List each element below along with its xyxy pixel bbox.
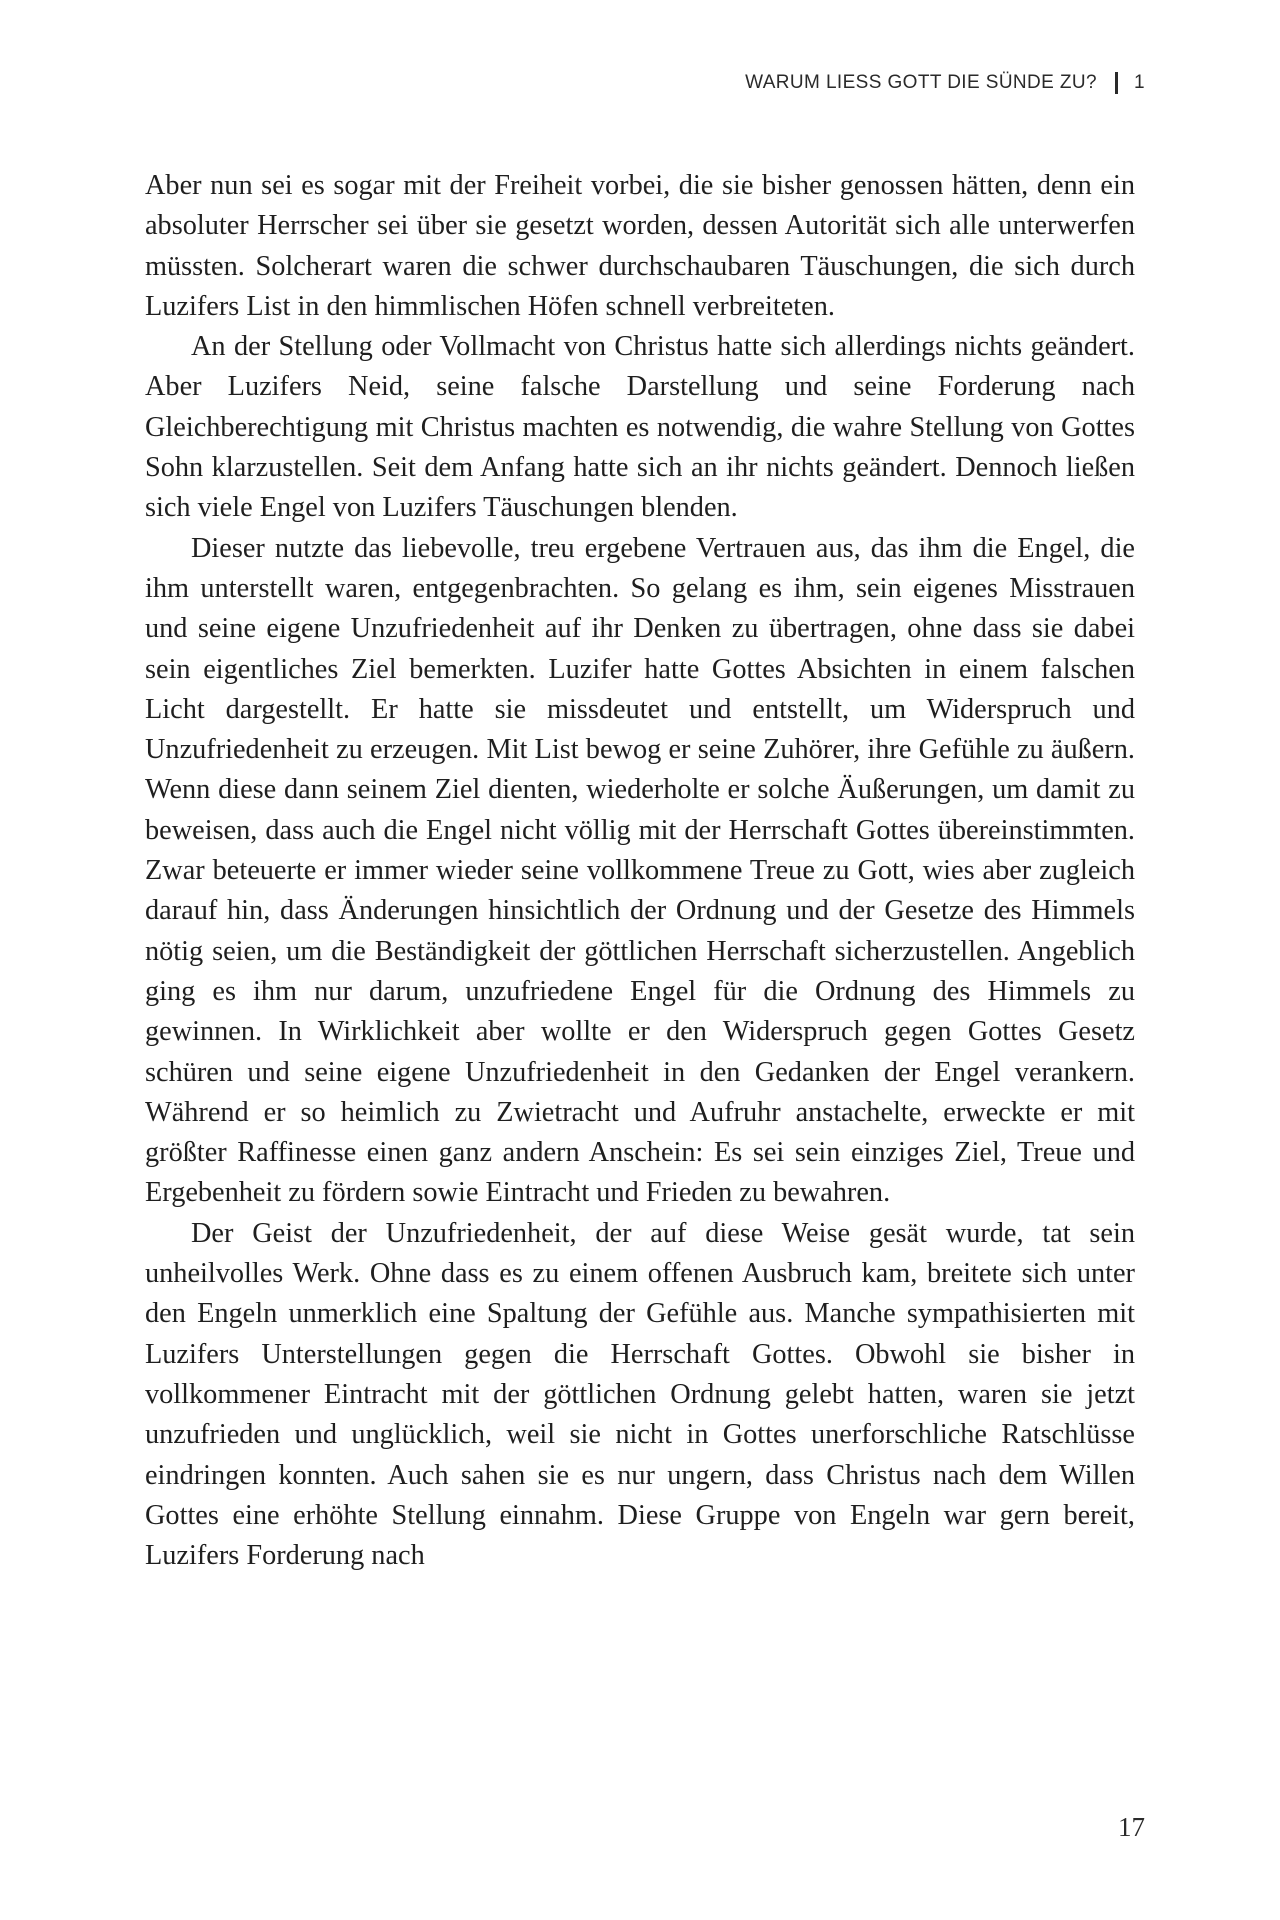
paragraph: Dieser nutzte das liebevolle, treu ergebene Vertrauen aus, das ihm die Engel, die ihm unterstellt waren, entgegenbrachten. So gelang es ihm, sein eigenes Misstrauen und seine eigene Unzufriedenheit auf ihr Denken zu übertragen, ohne dass sie dabei sein eigentliches Ziel bemerkten. Luzifer hatte Gottes Absichten in einem falschen Licht dargestellt. Er hatte sie missdeutet und entstellt, um Widerspruch und Unzufriedenheit zu erzeugen. Mit List bewog er seine Zuhörer, ihre Gefühle zu äußern. Wenn diese dann seinem Ziel dienten, wiederholte er solche Äußerungen, um damit zu beweisen, dass auch die Engel nicht völlig mit der Herrschaft Gottes übereinstimmten. Zwar beteuerte er immer wieder seine vollkommene Treue zu Gott, wies aber zugleich darauf hin, dass Änderungen hinsichtlich der Ordnung und der Gesetze des Himmels nötig seien, um die Beständigkeit der göttlichen Herrschaft sicherzustellen. Angeblich ging es ihm nur darum, unzufriedene Engel für die Ordnung des Himmels zu gewinnen. In Wirklichkeit aber wollte er den Widerspruch gegen Gottes Gesetz schüren und seine eigene Unzufriedenheit in den Gedanken der Engel verankern. Während er so heimlich zu Zwietracht und Aufruhr anstachelte, erweckte er mit größter Raffinesse einen ganz andern Anschein: Es sei sein einziges Ziel, Treue und Ergebenheit zu fördern sowie Eintracht und Frieden zu bewahren. xyxy=(145,532,1135,1209)
paragraph: Der Geist der Unzufriedenheit, der auf diese Weise gesät wurde, tat sein unheilvolles Werk. Ohne dass es zu einem offenen Ausbruch kam, breitete sich unter den Engeln unmerklich eine Spaltung der Gefühle aus. Manche sympathisierten mit Luzifers Unterstellungen gegen die Herrschaft Gottes. Obwohl sie bisher in vollkommener Eintracht mit der göttlichen Ordnung gelebt hatten, waren sie jetzt unzufrieden und unglücklich, weil sie nicht in Gottes unerforschliche Ratschlüsse eindringen konnten. Auch sahen sie es nur ungern, dass Christus nach dem Willen Gottes eine erhöhte Stellung einnahm. Diese Gruppe von Engeln war gern bereit, Luzifers Forderung nach xyxy=(145,1217,1135,1572)
paragraph: Aber nun sei es sogar mit der Freiheit vorbei, die sie bisher genossen hätten, denn ein absoluter Herrscher sei über sie gesetzt worden, dessen Autorität sich alle unterwerfen müssten. Solcherart waren die schwer durchschaubaren Täuschungen, die sich durch Luzifers List in den himmlischen Höfen schnell verbreiteten. xyxy=(145,170,1135,322)
paragraph: An der Stellung oder Vollmacht von Christus hatte sich allerdings nichts geändert. Aber Luzifers Neid, seine falsche Darstellung und seine Forderung nach Gleichberechtigung mit Christus machten es notwendig, die wahre Stellung von Gottes Sohn klarzustellen. Seit dem Anfang hatte sich an ihr nichts geändert. Dennoch ließen sich viele Engel von Luzifers Täuschungen blenden. xyxy=(145,331,1135,524)
running-header xyxy=(745,72,1145,94)
header-separator xyxy=(1115,72,1118,94)
body-text xyxy=(145,166,1135,1576)
chapter-number: 1 xyxy=(1134,72,1145,93)
page-number: 17 xyxy=(1118,1812,1145,1842)
running-header-title: WARUM LIESS GOTT DIE SÜNDE ZU? xyxy=(745,72,1098,93)
